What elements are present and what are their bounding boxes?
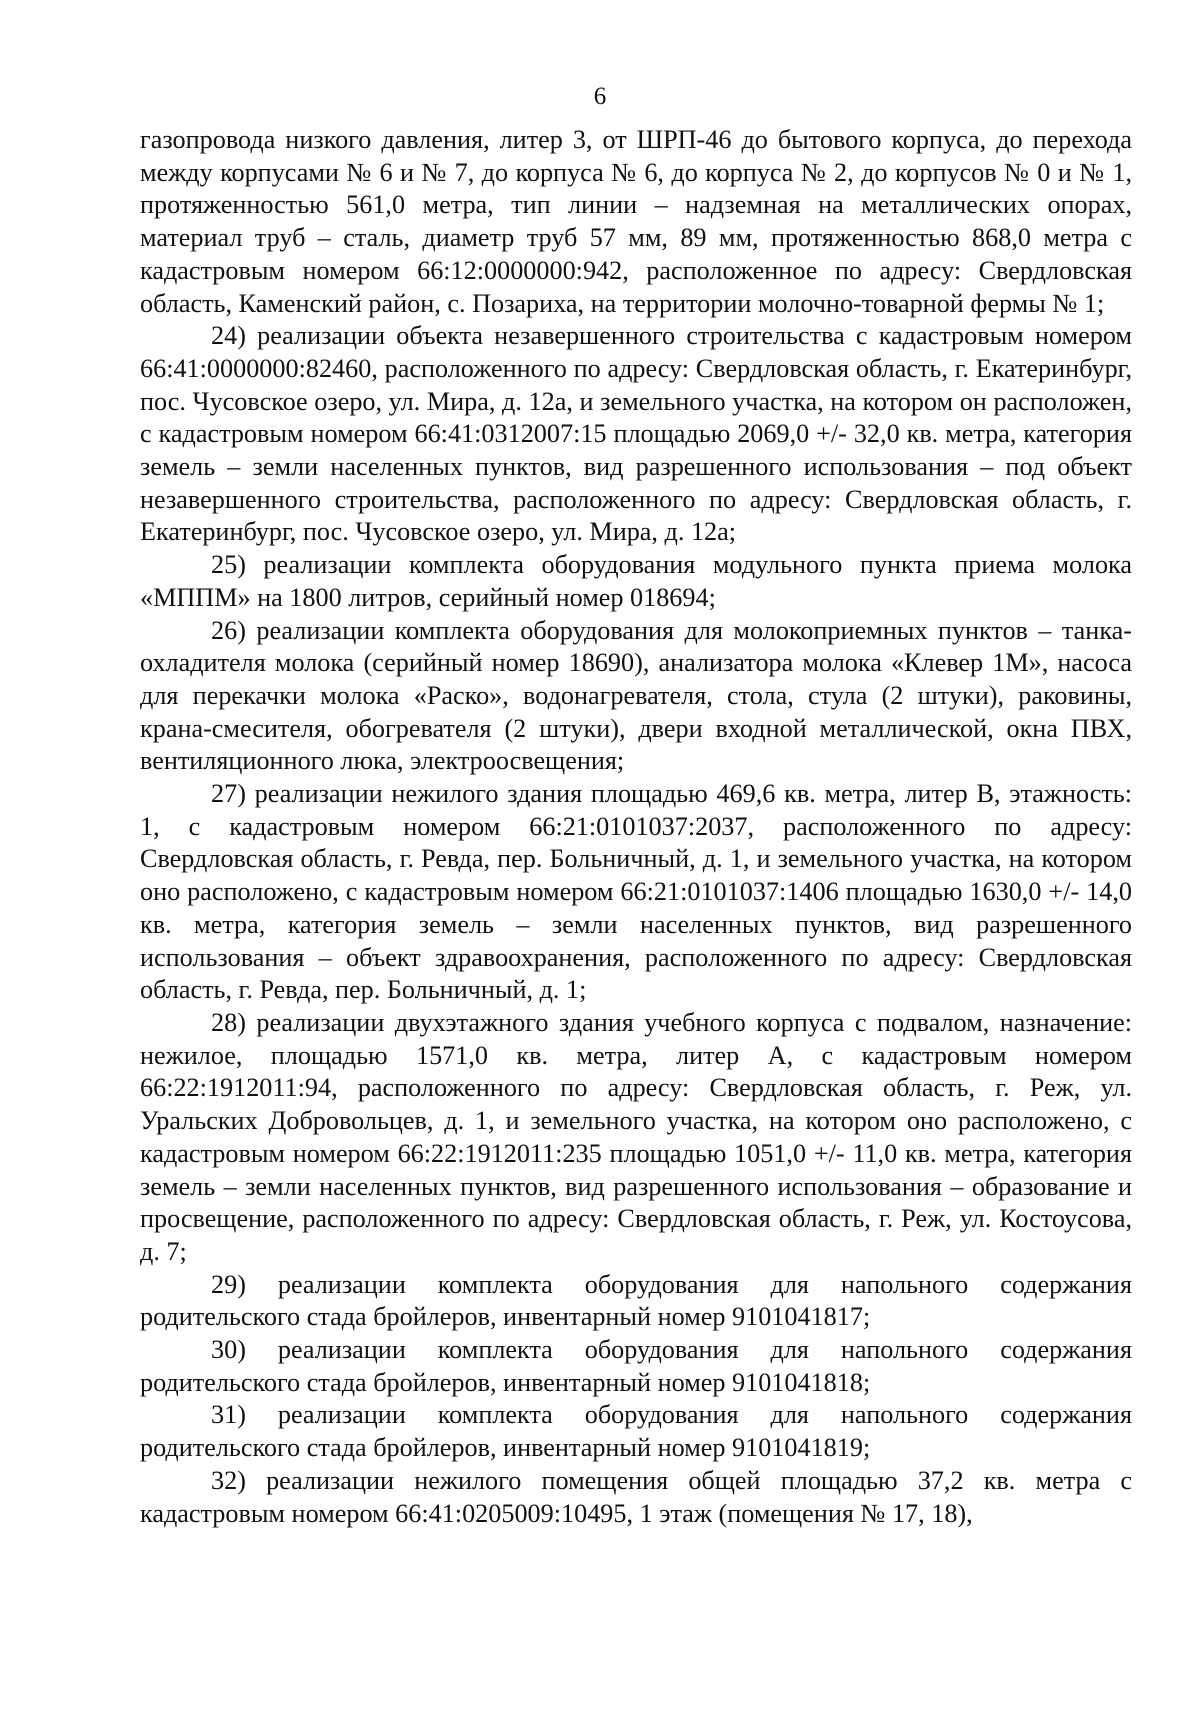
paragraph-item-27: 27) реализации нежилого здания площадью 469,6 кв. метра, литер В, этажность: 1, с кадастровым номером 66:21:0101037:2037, расположенного по адресу: Свердловская область, г. Ревда, пер. Больничный, д. 1, и земельного участка, на котором оно расположено, с кадастровым номером 66:21:0101037:1406 площадью 1630,0 +/- 14,0 кв. метра, категория земель – земли населенных пунктов, вид разрешенного использования – объект здравоохранения, расположенного по адресу: Свердловская область, г. Ревда, пер. Больничный, д. 1;: [140, 779, 1132, 1005]
paragraph-item-24: 24) реализации объекта незавершенного строительства с кадастровым номером 66:41:0000000:82460, расположенного по адресу: Свердловская область, г. Екатеринбург, пос. Чусовское озеро, ул. Мира, д. 12а, и земельного участка, на котором он расположен, с кадастровым номером 66:41:0312007:15 площадью 2069,0 +/- 32,0 кв. метра, категория земель – земли населенных пунктов, вид разрешенного использования – под объект незавершенного строительства, расположенного по адресу: Свердловская область, г. Екатеринбург, пос. Чусовское озеро, ул. Мира, д. 12а;: [140, 321, 1132, 547]
paragraph-continuation: газопровода низкого давления, литер 3, от ШРП-46 до бытового корпуса, до перехода между корпусами № 6 и № 7, до корпуса № 6, до корпуса № 2, до корпусов № 0 и № 1, протяженностью 561,0 метра, тип линии – надземная на металлических опорах, материал труб – сталь, диаметр труб 57 мм, 89 мм, протяженностью 868,0 метра с кадастровым номером 66:12:0000000:942, расположенное по адресу: Свердловская область, Каменский район, с. Позариха, на территории молочно-товарной фермы № 1;: [140, 125, 1132, 318]
paragraph-item-31: 31) реализации комплекта оборудования для напольного содержания родительского стада бройлеров, инвентарный номер 9101041819;: [140, 1400, 1132, 1463]
paragraph-item-29: 29) реализации комплекта оборудования для напольного содержания родительского стада бройлеров, инвентарный номер 9101041817;: [140, 1269, 1132, 1332]
page-number: 6: [593, 83, 607, 110]
paragraph-item-26: 26) реализации комплекта оборудования для молокоприемных пунктов – танка-охладителя молока (серийный номер 18690), анализатора молока «Клевер 1М», насоса для перекачки молока «Раско», водонагревателя, стола, стула (2 штуки), раковины, крана-смесителя, обогревателя (2 штуки), двери входной металлической, окна ПВХ, вентиляционного люка, электроосвещения;: [140, 615, 1132, 776]
paragraph-item-28: 28) реализации двухэтажного здания учебного корпуса с подвалом, назначение: нежилое, площадью 1571,0 кв. метра, литер А, с кадастровым номером 66:22:1912011:94, расположенного по адресу: Свердловская область, г. Реж, ул. Уральских Добровольцев, д. 1, и земельного участка, на котором оно расположено, с кадастровым номером 66:22:1912011:235 площадью 1051,0 +/- 11,0 кв. метра, категория земель – земли населенных пунктов, вид разрешенного использования – образование и просвещение, расположенного по адресу: Свердловская область, г. Реж, ул. Костоусова, д. 7;: [140, 1007, 1132, 1266]
paragraph-item-32: 32) реализации нежилого помещения общей площадью 37,2 кв. метра с кадастровым номером 66:41:0205009:10495, 1 этаж (помещения № 17, 18),: [140, 1465, 1132, 1528]
paragraph-item-30: 30) реализации комплекта оборудования для напольного содержания родительского стада бройлеров, инвентарный номер 9101041818;: [140, 1335, 1132, 1397]
paragraph-item-25: 25) реализации комплекта оборудования модульного пункта приема молока «МППМ» на 1800 литров, серийный номер 018694;: [140, 550, 1132, 612]
document-body: [140, 124, 1132, 1530]
